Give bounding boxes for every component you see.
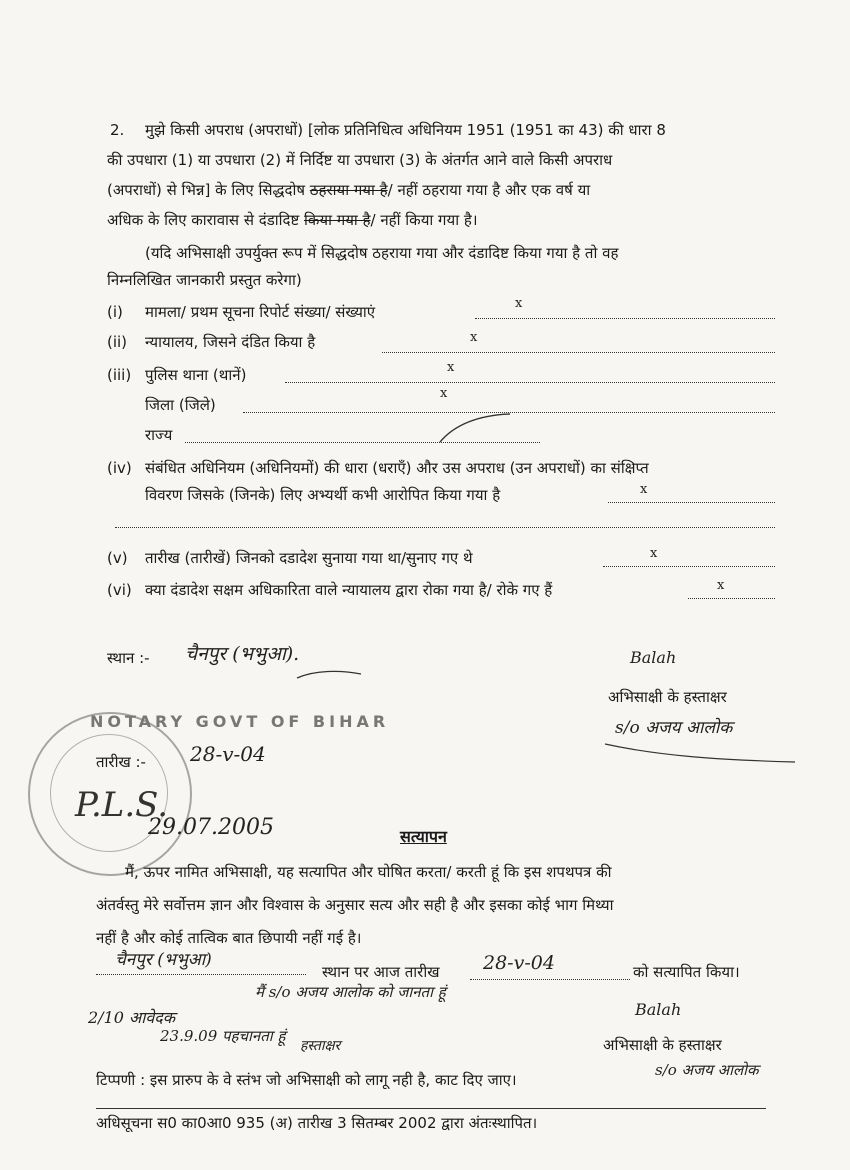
para-line-4: [107, 210, 478, 230]
item-ii-number: (ii): [107, 333, 128, 351]
item-v-label: तारीख (तारीखें) जिनको दडादेश सुनाया गया था/सुनाए गए थे: [145, 549, 473, 567]
item-i-line: [475, 318, 775, 319]
signature-2-name: s/o अजय आलोक: [655, 1061, 759, 1079]
signature-2-label: अभिसाक्षी के हस्ताक्षर: [603, 1036, 722, 1054]
note-line-1: (यदि अभिसाक्षी उपर्युक्त रूप में सिद्धदोष ठहराया गया और दंडादिष्ट किया गया है तो वह: [145, 244, 619, 262]
item-iv-line: [608, 502, 775, 503]
remark: टिप्पणी : इस प्रारुप के वे स्तंभ जो अभिसाक्षी को लागू नही है, काट दिए जाए।: [96, 1071, 517, 1089]
item-v-number: (v): [107, 549, 128, 567]
item-i-number: (i): [107, 303, 123, 321]
struck-text: ठहराया गया है: [309, 181, 388, 199]
item-iii-number: (iii): [107, 366, 132, 384]
verification-line-3: नहीं है और कोई तात्विक बात छिपायी नहीं गई है।: [96, 929, 362, 947]
note-line-2: निम्नलिखित जानकारी प्रस्तुत करेगा): [107, 271, 302, 289]
item-vi-label: क्या दंडादेश सक्षम अधिकारिता वाले न्यायालय द्वारा रोका गया है/ रोके गए हैं: [145, 581, 553, 599]
state-label: राज्य: [145, 426, 173, 444]
cross-mark: x: [515, 296, 523, 311]
cross-mark: x: [650, 546, 658, 561]
signature-1: Balah: [630, 648, 677, 667]
cross-mark: x: [717, 578, 725, 593]
verification-title: सत्यापन: [400, 827, 447, 846]
date-label: तारीख :-: [96, 753, 146, 771]
struck-text: किया गया है: [304, 211, 371, 229]
handwritten-slash: [435, 412, 515, 444]
item-v-line: [603, 566, 775, 567]
verification-date-handwritten: 28-v-04: [483, 952, 555, 974]
item-i-label: मामला/ प्रथम सूचना रिपोर्ट संख्या/ संख्याएं: [145, 303, 376, 321]
verification-place-line: [96, 974, 306, 975]
cross-mark: x: [447, 360, 455, 375]
verification-line-2: अंतर्वस्तु मेरे सर्वोत्तम ज्ञान और विश्वास के अनुसार सत्य और सही है और इसका कोई भाग मिथ्या: [96, 896, 614, 914]
cross-mark: x: [470, 330, 478, 345]
endorsement-line-3: 23.9.09 पहचानता हूं: [160, 1027, 286, 1045]
item-iv-extra-line: [115, 527, 775, 528]
item-ii-label: न्यायालय, जिसने दंडित किया है: [145, 333, 316, 351]
para-line-4-a: अधिक के लिए कारावास से दंडादिष्ट: [107, 211, 304, 229]
signature-2: Balah: [635, 1000, 682, 1019]
para-line-3: [107, 180, 590, 200]
para-line-1: मुझे किसी अपराध (अपराधों) [लोक प्रतिनिधित्व अधिनियम 1951 (1951 का 43) की धारा 8: [145, 121, 666, 139]
item-iii-line: [285, 382, 775, 383]
verification-mid: स्थान पर आज तारीख: [322, 963, 440, 981]
signature-1-name: s/o अजय आलोक: [615, 718, 733, 738]
para-line-4-b: / नहीं किया गया है।: [370, 211, 478, 229]
item-iv-line-2: विवरण जिसके (जिनके) लिए अभ्यर्थी कभी आरोपित किया गया है: [145, 486, 501, 504]
footnote: अधिसूचना स0 का0आ0 935 (अ) तारीख 3 सितम्बर 2002 द्वारा अंतःस्थापित।: [96, 1114, 538, 1132]
cross-mark: x: [640, 482, 648, 497]
item-iv-line-1: संबंधित अधिनियम (अधिनियमों) की धारा (धराएँ) और उस अपराध (उन अपराधों) का संक्षिप्त: [145, 459, 649, 477]
place-label: स्थान :-: [107, 649, 150, 667]
endorsement-line-1: मैं s/o अजय आलोक को जानता हूं: [255, 983, 446, 1001]
item-vi-number: (vi): [107, 581, 132, 599]
signature-1-label: अभिसाक्षी के हस्ताक्षर: [608, 688, 727, 706]
handwritten-underline: [600, 738, 800, 768]
para-line-3-a: (अपराधों) से भिन्न] के लिए सिद्धदोष: [107, 181, 310, 199]
seal-text: NOTARY GOVT OF BIHAR: [90, 712, 390, 731]
date-handwritten: 28-v-04: [190, 742, 266, 766]
item-vi-line: [688, 598, 775, 599]
verification-line-1: मैं, ऊपर नामित अभिसाक्षी, यह सत्यापित और घोषित करता/ करती हूं कि इस शपथपत्र की: [125, 863, 612, 881]
item-ii-line: [382, 352, 775, 353]
para-line-2: की उपधारा (1) या उपधारा (2) में निर्दिष्ट या उपधारा (3) के अंतर्गत आने वाले किसी अपराध: [107, 151, 613, 169]
seal-date: 29.07.2005: [148, 815, 274, 840]
verification-date-line: [470, 979, 630, 980]
verification-end: को सत्यापित किया।: [633, 963, 740, 981]
seal-handwritten: P.L.S.: [75, 785, 169, 825]
cross-mark: x: [440, 386, 448, 401]
para-line-3-b: / नहीं ठहराया गया है और एक वर्ष या: [387, 181, 591, 199]
item-iv-number: (iv): [107, 459, 132, 477]
endorsement-line-2: 2/10 आवेदक: [88, 1008, 176, 1027]
district-label: जिला (जिले): [145, 396, 216, 414]
place-handwritten: चैनपुर (भभुआ).: [185, 643, 300, 665]
verification-place-handwritten: चैनपुर (भभुआ): [115, 950, 212, 970]
handwritten-underline: [295, 668, 365, 682]
para-number: 2.: [110, 121, 125, 139]
endorsement-line-4: हस्ताक्षर: [300, 1038, 341, 1054]
footnote-divider: [96, 1108, 766, 1109]
item-iii-label: पुलिस थाना (थानें): [145, 366, 247, 384]
